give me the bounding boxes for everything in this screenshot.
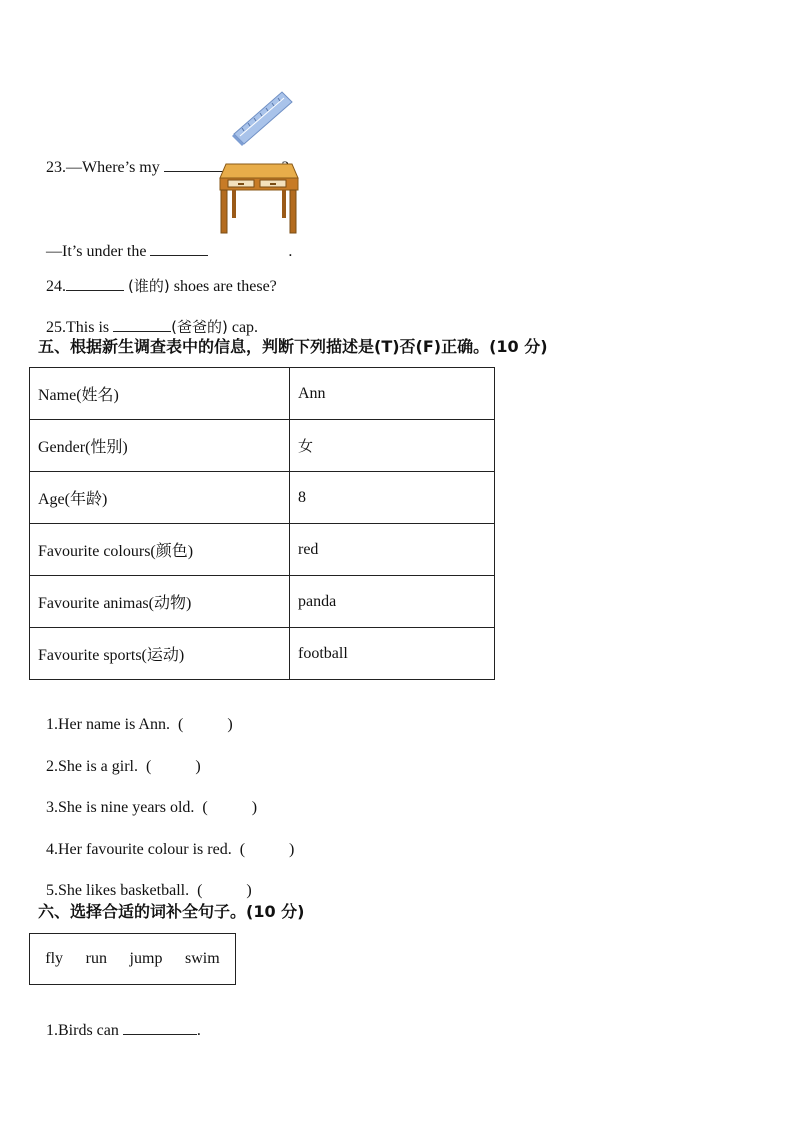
statement-text: 5.She likes basketball. <box>46 882 190 899</box>
table-label: Name(姓名) <box>30 368 290 420</box>
survey-table <box>29 367 495 680</box>
table-value: Ann <box>290 368 495 420</box>
section6-q1 <box>38 998 201 1041</box>
paren-open: ( <box>239 841 246 858</box>
section6-title: 六、选择合适的词补全句子。(10 分) <box>38 902 305 921</box>
word-item: swim <box>185 950 220 967</box>
q24-num: 24. <box>46 278 66 295</box>
paren-close: ) <box>195 758 201 775</box>
q25-blank[interactable] <box>113 315 171 332</box>
table-label: Favourite colours(颜色) <box>30 524 290 576</box>
table-row <box>30 524 495 576</box>
ruler-icon <box>228 88 296 150</box>
table-row <box>30 576 495 628</box>
q25-prefix: 25.This is <box>46 319 110 336</box>
q1-blank[interactable] <box>123 1018 197 1035</box>
q23-prefix: 23.—Where’s my <box>46 159 160 176</box>
q25-rest: cap. <box>231 319 259 336</box>
table-label: Gender(性别) <box>30 420 290 472</box>
word-item: run <box>85 950 107 967</box>
q25 <box>38 295 258 338</box>
table-value: football <box>290 628 495 680</box>
table-value: 女 <box>290 420 495 472</box>
paren-close: ) <box>246 882 252 899</box>
statement-text: 3.She is nine years old. <box>46 799 195 816</box>
q23-answer-prefix: —It’s under the <box>46 243 147 260</box>
table-row <box>30 420 495 472</box>
word-bank <box>29 933 236 985</box>
statement-1 <box>38 695 233 735</box>
statement-4 <box>38 820 294 860</box>
word-item: jump <box>129 950 163 967</box>
table-label: Favourite sports(运动) <box>30 628 290 680</box>
table-value: 8 <box>290 472 495 524</box>
table-row <box>30 628 495 680</box>
paren-open: ( <box>197 882 203 899</box>
q24-rest: shoes are these? <box>173 278 277 295</box>
word-item: fly <box>45 950 64 967</box>
table-row <box>30 368 495 420</box>
q25-hint: (爸爸的) <box>171 318 228 336</box>
paren-close: ) <box>227 716 233 733</box>
paren-open: ( <box>177 716 184 733</box>
q23-end: . <box>288 243 293 260</box>
q23-blank-1[interactable] <box>164 155 224 172</box>
section5-title: 五、根据新生调查表中的信息，判断下列描述是(T)否(F)正确。(10 分) <box>38 337 548 356</box>
table-value: panda <box>290 576 495 628</box>
table-value: red <box>290 524 495 576</box>
q1-prefix: 1.Birds can <box>46 1022 119 1039</box>
q24-blank[interactable] <box>66 274 124 291</box>
paren-close: ) <box>289 841 295 858</box>
statement-text: 2.She is a girl. <box>46 758 138 775</box>
table-row <box>30 472 495 524</box>
statement-text: 4.Her favourite colour is red. <box>46 841 232 858</box>
statement-2 <box>38 737 201 777</box>
paren-open: ( <box>202 799 208 816</box>
statement-3 <box>38 778 257 818</box>
statement-text: 1.Her name is Ann. <box>46 716 170 733</box>
paren-close: ) <box>251 799 258 816</box>
statement-5 <box>38 861 252 901</box>
q24-hint: (谁的) <box>128 277 170 295</box>
table-label: Age(年龄) <box>30 472 290 524</box>
q24 <box>38 254 277 297</box>
paren-open: ( <box>146 758 152 775</box>
q1-end: . <box>196 1022 201 1039</box>
table-label: Favourite animas(动物) <box>30 576 290 628</box>
